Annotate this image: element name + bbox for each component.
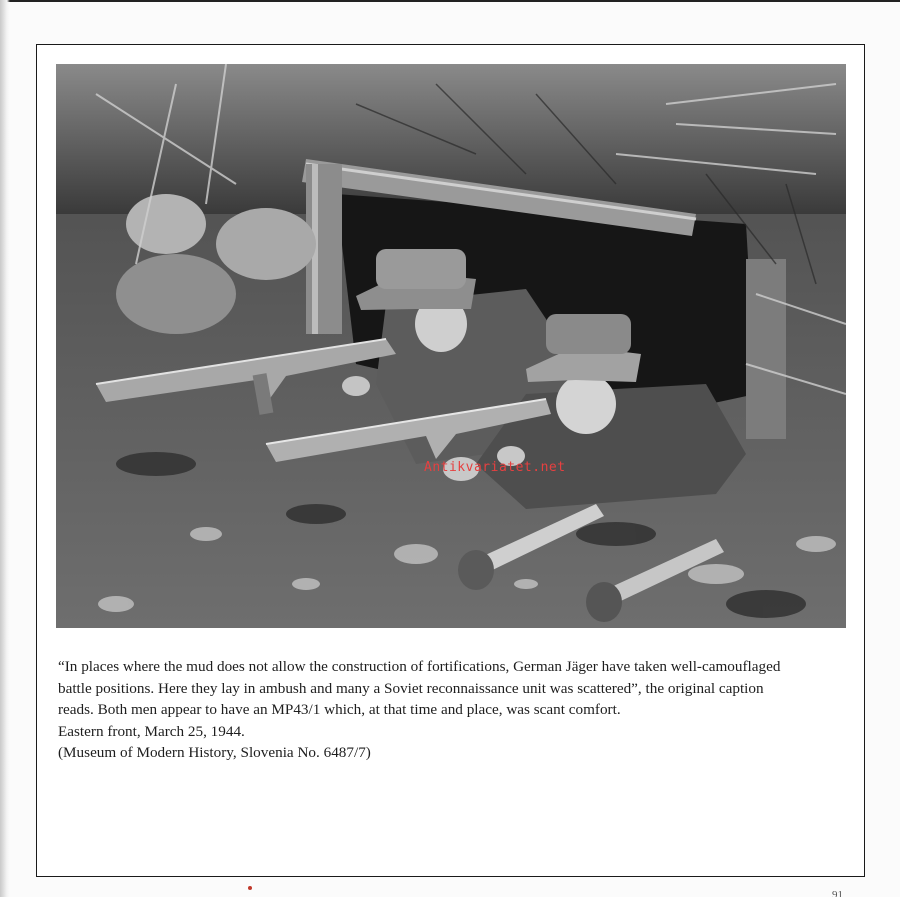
binding-shadow — [0, 0, 10, 897]
caption-line: reads. Both men appear to have an MP43/1 which, at that time and place, was scant comfort. — [58, 701, 621, 718]
caption-line: battle positions. Here they lay in ambush and many a Soviet reconnaissance unit was scattered”, the original caption — [58, 679, 764, 697]
caption-date-line: Eastern front, March 25, 1944. — [58, 722, 245, 740]
page-number: 91 — [832, 889, 843, 897]
photo-caption — [58, 656, 848, 764]
historical-photograph — [56, 64, 846, 628]
page-top-edge — [0, 0, 900, 2]
photograph-scene — [56, 64, 846, 628]
ink-speck — [248, 886, 252, 890]
caption-source-line: (Museum of Modern History, Slovenia No. 6487/7) — [58, 744, 371, 761]
caption-line: “In places where the mud does not allow the construction of fortifications, German Jäger have taken well-camouflaged — [58, 658, 781, 675]
watermark-text: Antikvariatet.net — [424, 460, 566, 475]
